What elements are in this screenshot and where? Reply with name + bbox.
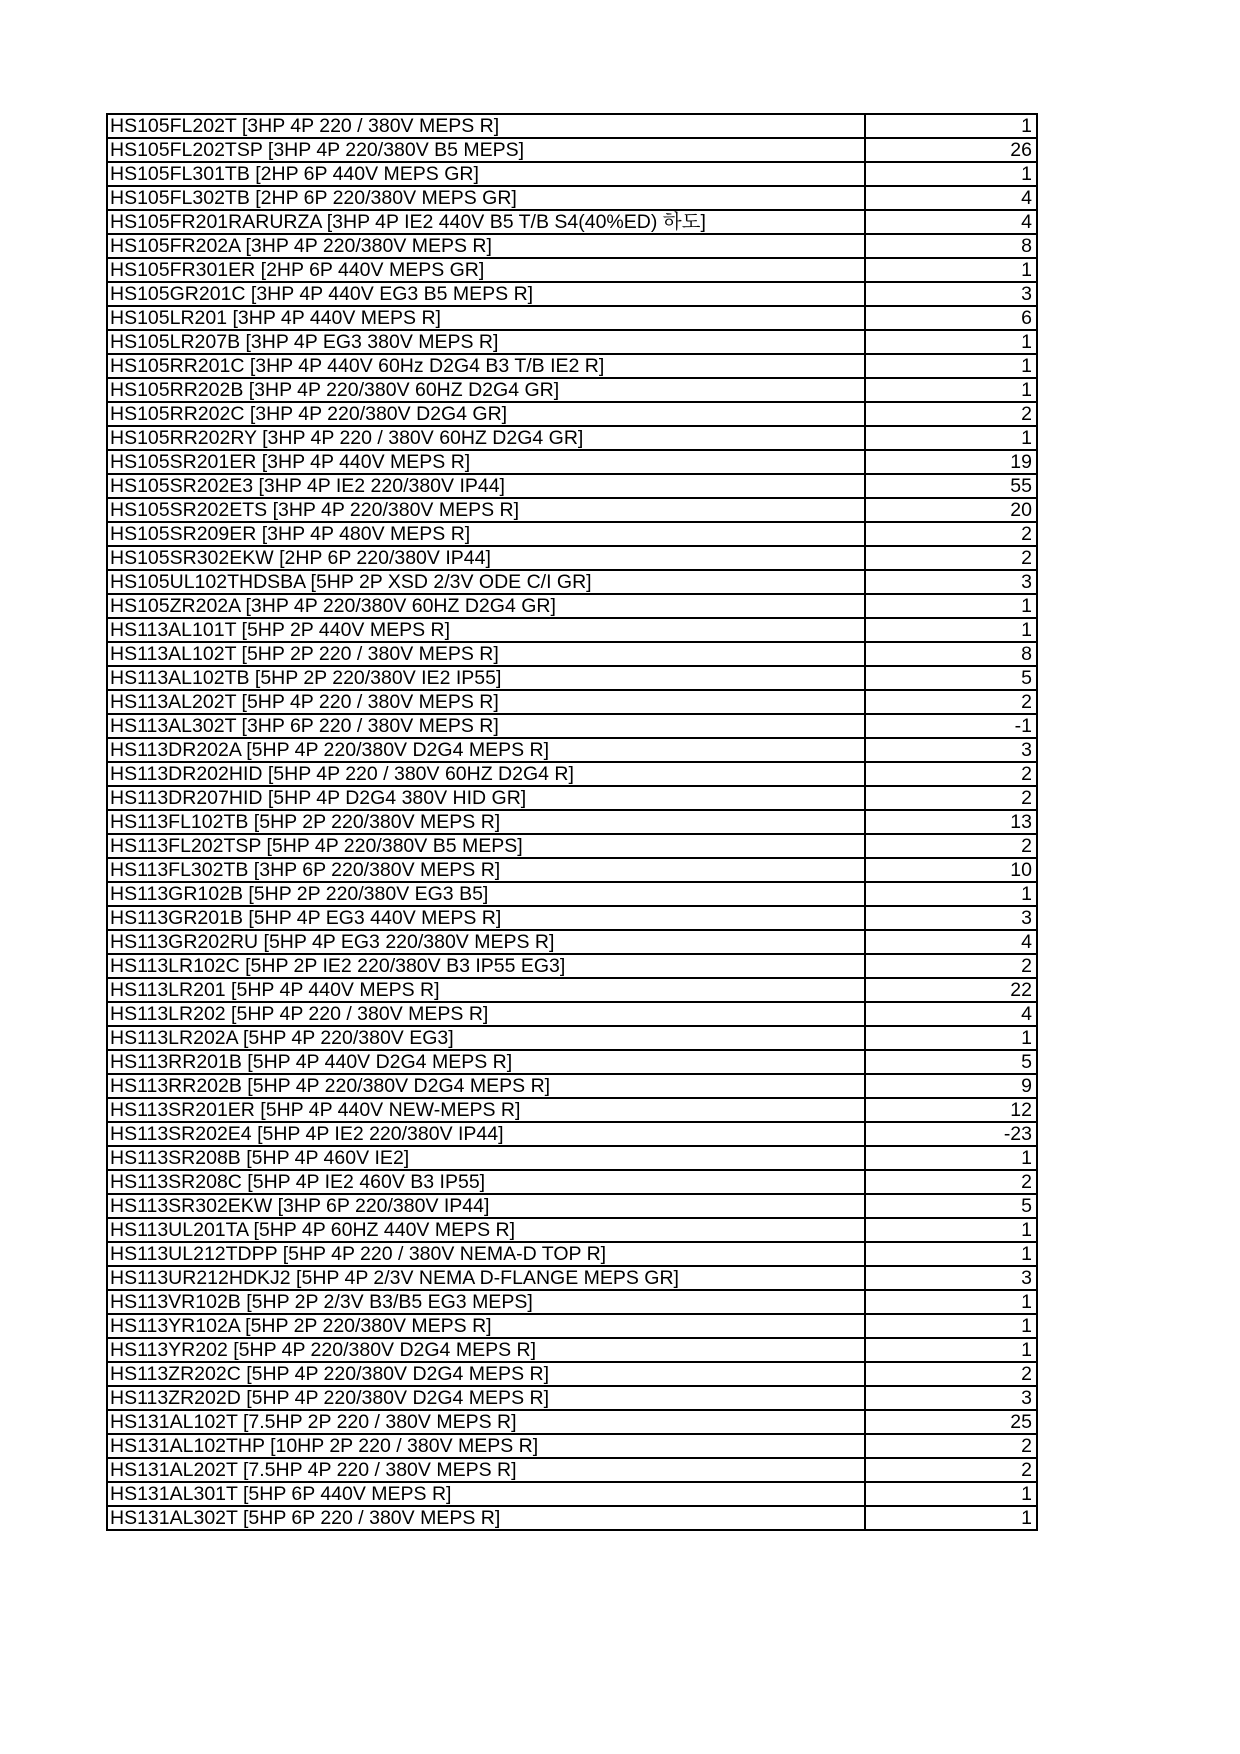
quantity-cell: 3 (865, 570, 1037, 594)
item-description-cell: HS113VR102B [5HP 2P 2/3V B3/B5 EG3 MEPS] (107, 1290, 865, 1314)
quantity-cell: 1 (865, 354, 1037, 378)
table-row (107, 1242, 1037, 1266)
table-row (107, 738, 1037, 762)
table-row (107, 402, 1037, 426)
quantity-cell: 3 (865, 1386, 1037, 1410)
item-description-cell: HS105FL301TB [2HP 6P 440V MEPS GR] (107, 162, 865, 186)
item-description-cell: HS105SR202ETS [3HP 4P 220/380V MEPS R] (107, 498, 865, 522)
quantity-cell: 12 (865, 1098, 1037, 1122)
table-row (107, 1362, 1037, 1386)
table-row (107, 1002, 1037, 1026)
table-row (107, 138, 1037, 162)
table-row (107, 834, 1037, 858)
item-description-cell: HS113GR201B [5HP 4P EG3 440V MEPS R] (107, 906, 865, 930)
quantity-cell: 1 (865, 1218, 1037, 1242)
item-description-cell: HS113DR207HID [5HP 4P D2G4 380V HID GR] (107, 786, 865, 810)
inventory-table-body (107, 114, 1037, 1530)
quantity-cell: 1 (865, 162, 1037, 186)
table-row (107, 162, 1037, 186)
table-row (107, 786, 1037, 810)
quantity-cell: 4 (865, 1002, 1037, 1026)
item-description-cell: HS113ZR202C [5HP 4P 220/380V D2G4 MEPS R] (107, 1362, 865, 1386)
quantity-cell: 2 (865, 1170, 1037, 1194)
table-row (107, 1458, 1037, 1482)
item-description-cell: HS113UL212TDPP [5HP 4P 220 / 380V NEMA-D TOP R] (107, 1242, 865, 1266)
item-description-cell: HS113LR201 [5HP 4P 440V MEPS R] (107, 978, 865, 1002)
quantity-cell: -1 (865, 714, 1037, 738)
item-description-cell: HS113AL302T [3HP 6P 220 / 380V MEPS R] (107, 714, 865, 738)
table-row (107, 714, 1037, 738)
table-row (107, 1122, 1037, 1146)
table-row (107, 1098, 1037, 1122)
item-description-cell: HS113FL102TB [5HP 2P 220/380V MEPS R] (107, 810, 865, 834)
table-row (107, 1266, 1037, 1290)
table-row (107, 1026, 1037, 1050)
table-row (107, 570, 1037, 594)
quantity-cell: 19 (865, 450, 1037, 474)
quantity-cell: 1 (865, 594, 1037, 618)
quantity-cell: 3 (865, 282, 1037, 306)
item-description-cell: HS105GR201C [3HP 4P 440V EG3 B5 MEPS R] (107, 282, 865, 306)
item-description-cell: HS131AL301T [5HP 6P 440V MEPS R] (107, 1482, 865, 1506)
quantity-cell: 2 (865, 546, 1037, 570)
item-description-cell: HS113AL101T [5HP 2P 440V MEPS R] (107, 618, 865, 642)
item-description-cell: HS105LR207B [3HP 4P EG3 380V MEPS R] (107, 330, 865, 354)
quantity-cell: 2 (865, 786, 1037, 810)
quantity-cell: 2 (865, 954, 1037, 978)
item-description-cell: HS113SR208C [5HP 4P IE2 460V B3 IP55] (107, 1170, 865, 1194)
quantity-cell: 1 (865, 426, 1037, 450)
item-description-cell: HS105RR202B [3HP 4P 220/380V 60HZ D2G4 GR] (107, 378, 865, 402)
table-row (107, 378, 1037, 402)
item-description-cell: HS113LR202A [5HP 4P 220/380V EG3] (107, 1026, 865, 1050)
quantity-cell: 1 (865, 1338, 1037, 1362)
item-description-cell: HS113RR202B [5HP 4P 220/380V D2G4 MEPS R] (107, 1074, 865, 1098)
item-description-cell: HS113GR202RU [5HP 4P EG3 220/380V MEPS R] (107, 930, 865, 954)
quantity-cell: 2 (865, 1434, 1037, 1458)
item-description-cell: HS113ZR202D [5HP 4P 220/380V D2G4 MEPS R] (107, 1386, 865, 1410)
table-row (107, 1290, 1037, 1314)
quantity-cell: 8 (865, 642, 1037, 666)
quantity-cell: 1 (865, 1506, 1037, 1530)
table-row (107, 666, 1037, 690)
table-row (107, 474, 1037, 498)
table-row (107, 354, 1037, 378)
quantity-cell: 2 (865, 402, 1037, 426)
quantity-cell: 5 (865, 1050, 1037, 1074)
quantity-cell: -23 (865, 1122, 1037, 1146)
table-row (107, 978, 1037, 1002)
item-description-cell: HS113SR208B [5HP 4P 460V IE2] (107, 1146, 865, 1170)
table-row (107, 1482, 1037, 1506)
table-row (107, 210, 1037, 234)
quantity-cell: 1 (865, 330, 1037, 354)
item-description-cell: HS113RR201B [5HP 4P 440V D2G4 MEPS R] (107, 1050, 865, 1074)
quantity-cell: 4 (865, 210, 1037, 234)
quantity-cell: 1 (865, 258, 1037, 282)
item-description-cell: HS131AL102THP [10HP 2P 220 / 380V MEPS R] (107, 1434, 865, 1458)
quantity-cell: 1 (865, 378, 1037, 402)
item-description-cell: HS105SR202E3 [3HP 4P IE2 220/380V IP44] (107, 474, 865, 498)
item-description-cell: HS113YR202 [5HP 4P 220/380V D2G4 MEPS R] (107, 1338, 865, 1362)
quantity-cell: 1 (865, 114, 1037, 138)
table-row (107, 858, 1037, 882)
table-row (107, 618, 1037, 642)
item-description-cell: HS113DR202A [5HP 4P 220/380V D2G4 MEPS R] (107, 738, 865, 762)
quantity-cell: 20 (865, 498, 1037, 522)
table-row (107, 1146, 1037, 1170)
quantity-cell: 1 (865, 1146, 1037, 1170)
quantity-cell: 3 (865, 1266, 1037, 1290)
item-description-cell: HS105ZR202A [3HP 4P 220/380V 60HZ D2G4 GR] (107, 594, 865, 618)
item-description-cell: HS113SR201ER [5HP 4P 440V NEW-MEPS R] (107, 1098, 865, 1122)
table-row (107, 1314, 1037, 1338)
table-row (107, 186, 1037, 210)
table-row (107, 1050, 1037, 1074)
quantity-cell: 26 (865, 138, 1037, 162)
item-description-cell: HS113FL302TB [3HP 6P 220/380V MEPS R] (107, 858, 865, 882)
table-row (107, 1410, 1037, 1434)
quantity-cell: 8 (865, 234, 1037, 258)
item-description-cell: HS105FL202TSP [3HP 4P 220/380V B5 MEPS] (107, 138, 865, 162)
quantity-cell: 4 (865, 930, 1037, 954)
quantity-cell: 6 (865, 306, 1037, 330)
item-description-cell: HS131AL202T [7.5HP 4P 220 / 380V MEPS R] (107, 1458, 865, 1482)
table-row (107, 114, 1037, 138)
item-description-cell: HS113LR102C [5HP 2P IE2 220/380V B3 IP55 EG3] (107, 954, 865, 978)
item-description-cell: HS113LR202 [5HP 4P 220 / 380V MEPS R] (107, 1002, 865, 1026)
item-description-cell: HS113GR102B [5HP 2P 220/380V EG3 B5] (107, 882, 865, 906)
quantity-cell: 1 (865, 882, 1037, 906)
quantity-cell: 5 (865, 666, 1037, 690)
table-row (107, 546, 1037, 570)
item-description-cell: HS105FR202A [3HP 4P 220/380V MEPS R] (107, 234, 865, 258)
inventory-table (106, 113, 1038, 1531)
table-row (107, 594, 1037, 618)
quantity-cell: 1 (865, 618, 1037, 642)
quantity-cell: 1 (865, 1482, 1037, 1506)
table-row (107, 906, 1037, 930)
table-row (107, 762, 1037, 786)
table-row (107, 498, 1037, 522)
quantity-cell: 2 (865, 762, 1037, 786)
table-row (107, 1074, 1037, 1098)
item-description-cell: HS105SR302EKW [2HP 6P 220/380V IP44] (107, 546, 865, 570)
quantity-cell: 1 (865, 1314, 1037, 1338)
table-row (107, 258, 1037, 282)
item-description-cell: HS105RR202C [3HP 4P 220/380V D2G4 GR] (107, 402, 865, 426)
table-row (107, 330, 1037, 354)
quantity-cell: 22 (865, 978, 1037, 1002)
quantity-cell: 2 (865, 1458, 1037, 1482)
table-row (107, 882, 1037, 906)
quantity-cell: 2 (865, 522, 1037, 546)
table-row (107, 1338, 1037, 1362)
item-description-cell: HS113FL202TSP [5HP 4P 220/380V B5 MEPS] (107, 834, 865, 858)
quantity-cell: 2 (865, 1362, 1037, 1386)
table-row (107, 1386, 1037, 1410)
item-description-cell: HS131AL302T [5HP 6P 220 / 380V MEPS R] (107, 1506, 865, 1530)
item-description-cell: HS113AL202T [5HP 4P 220 / 380V MEPS R] (107, 690, 865, 714)
quantity-cell: 5 (865, 1194, 1037, 1218)
item-description-cell: HS105FR301ER [2HP 6P 440V MEPS GR] (107, 258, 865, 282)
table-row (107, 426, 1037, 450)
quantity-cell: 3 (865, 738, 1037, 762)
quantity-cell: 2 (865, 834, 1037, 858)
quantity-cell: 55 (865, 474, 1037, 498)
table-row (107, 1218, 1037, 1242)
quantity-cell: 3 (865, 906, 1037, 930)
table-row (107, 690, 1037, 714)
quantity-cell: 9 (865, 1074, 1037, 1098)
item-description-cell: HS113AL102T [5HP 2P 220 / 380V MEPS R] (107, 642, 865, 666)
table-row (107, 642, 1037, 666)
item-description-cell: HS131AL102T [7.5HP 2P 220 / 380V MEPS R] (107, 1410, 865, 1434)
item-description-cell: HS105LR201 [3HP 4P 440V MEPS R] (107, 306, 865, 330)
table-row (107, 306, 1037, 330)
item-description-cell: HS113SR302EKW [3HP 6P 220/380V IP44] (107, 1194, 865, 1218)
item-description-cell: HS113UR212HDKJ2 [5HP 4P 2/3V NEMA D-FLANGE MEPS GR] (107, 1266, 865, 1290)
table-row (107, 954, 1037, 978)
table-row (107, 810, 1037, 834)
quantity-cell: 1 (865, 1290, 1037, 1314)
item-description-cell: HS113DR202HID [5HP 4P 220 / 380V 60HZ D2G4 R] (107, 762, 865, 786)
quantity-cell: 13 (865, 810, 1037, 834)
item-description-cell: HS105RR202RY [3HP 4P 220 / 380V 60HZ D2G4 GR] (107, 426, 865, 450)
table-row (107, 450, 1037, 474)
item-description-cell: HS105FR201RARURZA [3HP 4P IE2 440V B5 T/B S4(40%ED) 하도] (107, 210, 865, 234)
item-description-cell: HS105FL302TB [2HP 6P 220/380V MEPS GR] (107, 186, 865, 210)
table-row (107, 1506, 1037, 1530)
quantity-cell: 1 (865, 1026, 1037, 1050)
quantity-cell: 2 (865, 690, 1037, 714)
item-description-cell: HS105FL202T [3HP 4P 220 / 380V MEPS R] (107, 114, 865, 138)
quantity-cell: 4 (865, 186, 1037, 210)
quantity-cell: 25 (865, 1410, 1037, 1434)
quantity-cell: 10 (865, 858, 1037, 882)
item-description-cell: HS105SR201ER [3HP 4P 440V MEPS R] (107, 450, 865, 474)
table-row (107, 1194, 1037, 1218)
item-description-cell: HS105RR201C [3HP 4P 440V 60Hz D2G4 B3 T/B IE2 R] (107, 354, 865, 378)
item-description-cell: HS113SR202E4 [5HP 4P IE2 220/380V IP44] (107, 1122, 865, 1146)
table-row (107, 930, 1037, 954)
item-description-cell: HS113YR102A [5HP 2P 220/380V MEPS R] (107, 1314, 865, 1338)
table-row (107, 234, 1037, 258)
item-description-cell: HS113AL102TB [5HP 2P 220/380V IE2 IP55] (107, 666, 865, 690)
table-row (107, 1170, 1037, 1194)
table-row (107, 1434, 1037, 1458)
item-description-cell: HS105UL102THDSBA [5HP 2P XSD 2/3V ODE C/I GR] (107, 570, 865, 594)
item-description-cell: HS113UL201TA [5HP 4P 60HZ 440V MEPS R] (107, 1218, 865, 1242)
item-description-cell: HS105SR209ER [3HP 4P 480V MEPS R] (107, 522, 865, 546)
table-row (107, 282, 1037, 306)
table-row (107, 522, 1037, 546)
quantity-cell: 1 (865, 1242, 1037, 1266)
